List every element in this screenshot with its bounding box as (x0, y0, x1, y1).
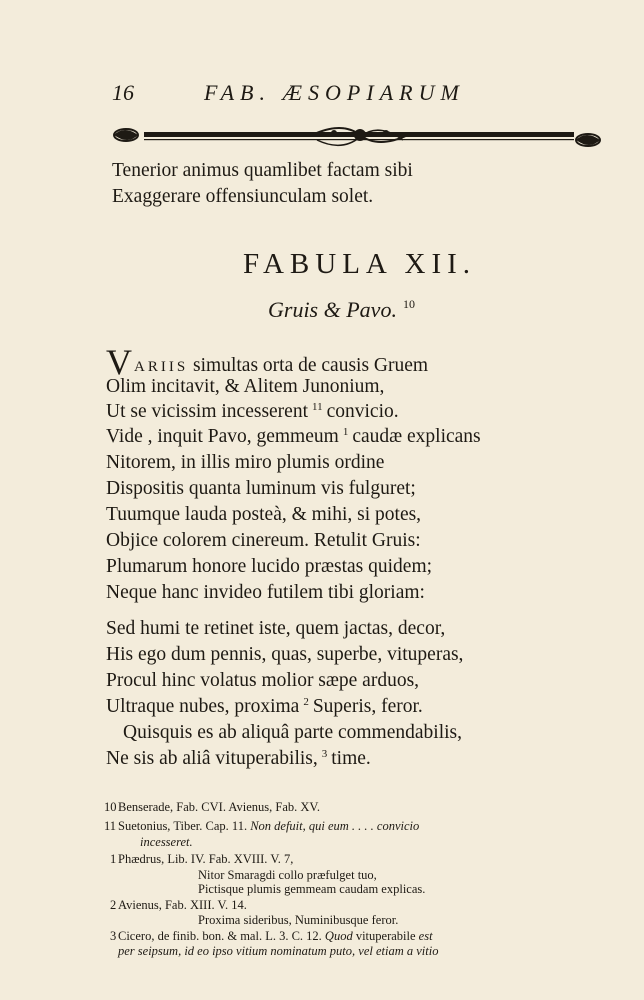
verse-line (106, 344, 428, 380)
footnote-mark: 1 (342, 426, 349, 438)
verse-line: His ego dum pennis, quas, superbe, vituperas, (106, 644, 464, 665)
verse-line: Plumarum honore lucido præstas quidem; (106, 556, 433, 577)
moral-line: Quisquis es ab aliquâ parte commendabilis, (123, 722, 463, 743)
first-word-smallcaps: ARIIS (134, 359, 189, 375)
footnote-line (198, 913, 398, 928)
footnote-text: Nitor Smaragdi collo præfulget tuo, (198, 868, 377, 882)
verse-text: Ut se vicissim incesserent (106, 401, 308, 422)
verse-line: Dispositis quanta luminum vis fulguret; (106, 478, 416, 499)
verse-text: caudæ explicans (352, 426, 481, 447)
footnote-text: Suetonius, Tiber. Cap. 11. (118, 819, 251, 833)
footnote-text: est (418, 929, 433, 943)
verse-line: Olim incitavit, & Alitem Junonium, (106, 376, 385, 397)
verse-line: Procul hinc volatus molior sæpe arduos, (106, 670, 420, 691)
footnote-text: vituperabile (352, 929, 419, 943)
footnote-number: 3 (110, 929, 117, 943)
footnote-number: 11 (104, 819, 117, 833)
footnote-number: 10 (104, 800, 117, 814)
page-header (112, 80, 532, 110)
fable-subtitle (268, 297, 415, 323)
verse-line: Nitorem, in illis miro plumis ordine (106, 452, 385, 473)
verse-line: Neque hanc invideo futilem tibi gloriam: (106, 582, 425, 603)
footnote-line (104, 800, 320, 815)
footnote-line (140, 835, 193, 850)
footnote-text: Pictisque plumis gemmeam caudam explicas. (198, 882, 426, 896)
intro-line: Exaggerare offensiunculam solet. (112, 186, 374, 207)
fable-subtitle-text: Gruis & Pavo. (268, 297, 397, 322)
footnote-text: Avienus, Fab. XIII. V. 14. (118, 898, 247, 912)
moral-line (106, 748, 371, 770)
verse-text: Vide , inquit Pavo, gemmeum (106, 426, 339, 447)
intro-line: Tenerior animus quamlibet factam sibi (112, 160, 413, 181)
footnote-line (104, 819, 420, 834)
footnote-text: incesseret. (140, 835, 193, 849)
moral-text: time. (331, 748, 371, 769)
verse-text: Superis, feror. (312, 696, 423, 717)
footnote-mark: 3 (321, 748, 328, 760)
verse-line: Objice colorem cinereum. Retulit Gruis: (106, 530, 421, 551)
verse-line: Sed humi te retinet iste, quem jactas, decor, (106, 618, 446, 639)
footnote-text: per seipsum, id eo ipso vitium nominatum puto, vel etiam a vitio (118, 944, 439, 958)
running-title: FAB. ÆSOPIARUM (204, 80, 465, 105)
footnote-text: Cicero, de finib. bon. & mal. L. 3. C. 12. (118, 929, 325, 943)
footnote-line (198, 882, 425, 897)
moral-text: Ne sis ab aliâ vituperabilis, (106, 748, 318, 769)
verse-line (106, 426, 481, 448)
ornamental-rule-icon (112, 118, 604, 158)
first-line-rest: simultas orta de causis Gruem (188, 355, 429, 376)
footnote-mark: 2 (303, 696, 309, 708)
drop-cap: V (106, 342, 132, 382)
footnote-number: 2 (110, 898, 117, 912)
footnote-line (110, 898, 247, 913)
footnote-text: Non defuit, qui eum . . . . convicio (250, 819, 420, 833)
subtitle-note-mark: 10 (402, 297, 415, 311)
footnote-line (110, 852, 294, 867)
verse-line (106, 401, 399, 423)
footnote-line (110, 929, 433, 944)
footnote-text: Proxima sideribus, Numinibusque feror. (198, 913, 399, 927)
footnote-line (118, 944, 438, 959)
footnote-text: Phædrus, Lib. IV. Fab. XVIII. V. 7, (118, 852, 294, 866)
verse-text: convicio. (326, 401, 399, 422)
footnote-text: Benserade, Fab. CVI. Avienus, Fab. XV. (118, 800, 320, 814)
fable-title: FABULA XII. (243, 248, 477, 280)
verse-line (106, 696, 423, 718)
footnote-number: 1 (110, 852, 117, 866)
page-number: 16 (112, 80, 134, 105)
verse-text: Ultraque nubes, proxima (106, 696, 300, 717)
footnote-text: Quod (324, 929, 353, 943)
footnote-mark: 11 (312, 401, 323, 413)
verse-line: Tuumque lauda posteà, & mihi, si potes, (106, 504, 422, 525)
footnote-line (198, 868, 377, 883)
